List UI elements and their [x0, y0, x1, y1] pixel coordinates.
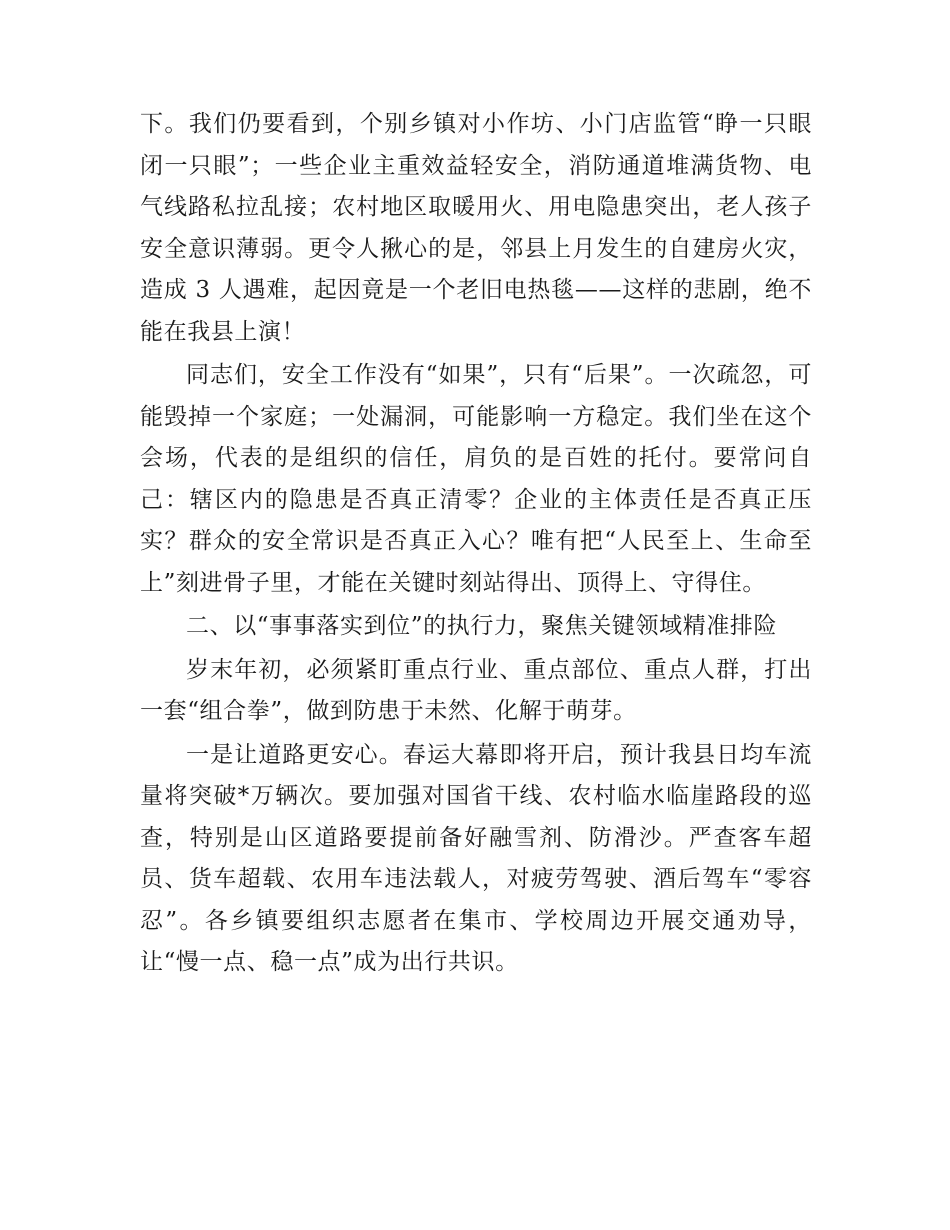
paragraph-year-end-focus: 岁末年初，必须紧盯重点行业、重点部位、重点人群，打出一套“组合拳”，做到防患于未然、化解于萌芽。: [140, 656, 812, 724]
paragraph-continuation: 下。我们仍要看到，个别乡镇对小作坊、小门店监管“睁一只眼闭一只眼”；一些企业主重效益轻安全，消防通道堆满货物、电气线路私拉乱接；农村地区取暖用火、用电隐患突出，老人孩子安全意识薄弱。更令人揪心的是，邻县上月发生的自建房火灾，造成 3 人遇难，起因竟是一个老旧电热毯——这样的悲剧，绝不能在我县上演！: [140, 111, 812, 345]
document-body: [140, 104, 812, 986]
section-heading: 二、以“事事落实到位”的执行力，聚焦关键领域精准排险: [186, 613, 778, 639]
paragraph-safety-responsibility: 同志们，安全工作没有“如果”，只有“后果”。一次疏忽，可能毁掉一个家庭；一处漏洞，可能影响一方稳定。我们坐在这个会场，代表的是组织的信任，肩负的是百姓的托付。要常问自己：辖区内的隐患是否真正清零？企业的主体责任是否真正压实？群众的安全常识是否真正入心？唯有把“人民至上、生命至上”刻进骨子里，才能在关键时刻站得出、顶得上、守得住。: [140, 362, 812, 596]
paragraph-road-safety: 一是让道路更安心。春运大幕即将开启，预计我县日均车流量将突破*万辆次。要加强对国省干线、农村临水临崖路段的巡查，特别是山区道路要提前备好融雪剂、防滑沙。严查客车超员、货车超载、农用车违法载人，对疲劳驾驶、酒后驾车“零容忍”。各乡镇要组织志愿者在集市、学校周边开展交通劝导，让“慢一点、稳一点”成为出行共识。: [140, 741, 812, 975]
